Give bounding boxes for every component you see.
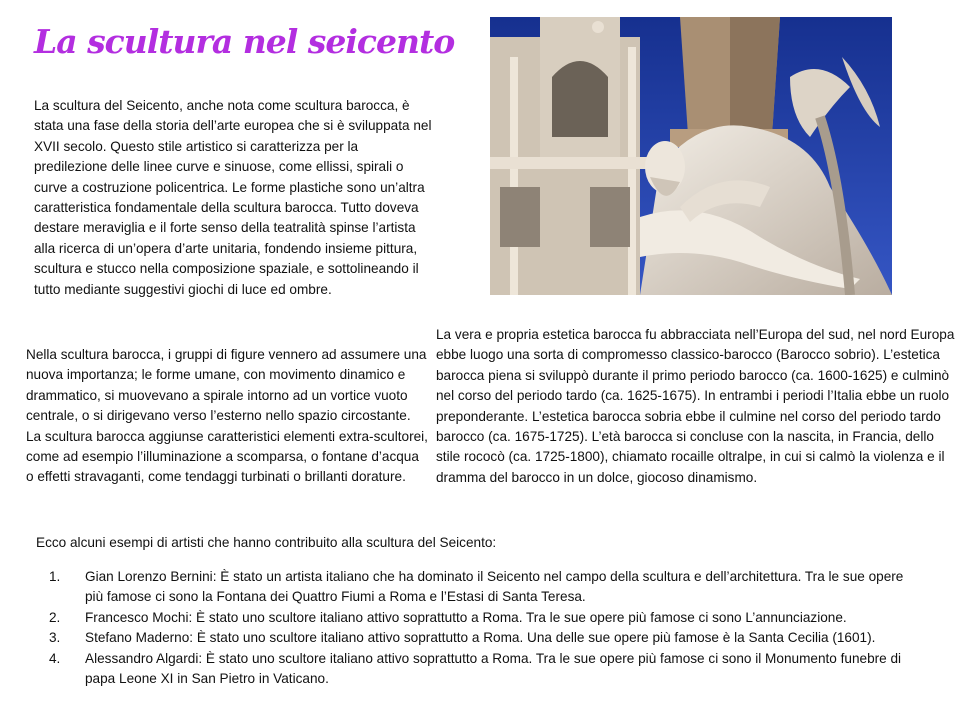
figures-paragraph: Nella scultura barocca, i gruppi di figure vennero ad assumere una nuova importanza; le forme umane, con movimento dinamico e drammatico, si muovevano a spirale intorno ad un vortice vuoto centrale, o si dirigevano verso l’esterno nello spazio circostante. La scultura barocca aggiunse caratteristici elementi extra-scultorei, come ad esempio l’illuminazione a scomparsa, o fontane d’acqua o effetti stravaganti, come tendaggi turbinati o brillanti dorature.: [26, 347, 428, 485]
aesthetics-paragraph: La vera e propria estetica barocca fu abbracciata nell’Europa del sud, nel nord Europa ebbe luogo una sorta di compromesso classico-barocco (Barocco sobrio). L’estetica barocca piena si sviluppò durante il primo periodo barocco (ca. 1600-1625) e culminò nel corso del periodo tardo (ca. 1625-1675). In entrambi i periodi l’Italia ebbe un ruolo preponderante. L’estetica barocca sobria ebbe il culmine nel corso del periodo tardo barocco (ca. 1675-1725). L’età barocca si concluse con la nascita, in Francia, dello stile rococò (ca. 1725-1800), chiamato rocaille oltralpe, in cui si calmò la violenza e il dramma del barocco in un dolce, giocoso dinamismo.: [436, 327, 955, 485]
artists-intro: Ecco alcuni esempi di artisti che hanno contribuito alla scultura del Seicento:: [36, 535, 497, 550]
list-item: [36, 649, 916, 690]
list-item-text: Gian Lorenzo Bernini: È stato un artista italiano che ha dominato il Seicento nel campo della scultura e dell’architettura. Tra le sue opere più famose ci sono la Fontana dei Quattro Fiumi a Roma e l’Estasi di Santa Teresa.: [85, 569, 904, 605]
list-item-text: Francesco Mochi: È stato uno scultore italiano attivo soprattutto a Roma. Tra le sue opere più famose ci sono L’annunciazione.: [85, 609, 847, 625]
list-item-text: Alessandro Algardi: È stato uno scultore italiano attivo soprattutto a Roma. Tra le sue opere più famose ci sono il Monumento funebre di papa Leone XI in San Pietro in Vaticano.: [85, 650, 902, 687]
list-number: 4.: [49, 650, 61, 666]
list-item: [36, 628, 916, 648]
list-item-text: Stefano Maderno: È stato uno scultore italiano attivo soprattutto a Roma. Una delle sue opere più famose è la Santa Cecilia (1601).: [85, 630, 876, 646]
list-number: 1.: [49, 569, 61, 584]
list-number: 3.: [49, 630, 61, 646]
intro-paragraph: La scultura del Seicento, anche nota come scultura barocca, è stata una fase della storia dell’arte europea che si è sviluppata nel XVII secolo. Questo stile artistico si caratterizza per la predilezione delle linee curve e sinuose, come ellissi, spirali o curve a costruzione policentrica. Le forme plastiche sono un’altra caratteristica fondamentale della scultura barocca. Tutto doveva destare meraviglia e il forte senso della teatralità spinse l’artista alla ricerca di un’opera d’arte unitaria, fondendo insieme pittura, scultura e stucco nella composizione spaziale, e sottolineando il tutto mediante suggestivi giochi di luce ed ombre.: [34, 98, 432, 297]
list-item: [36, 608, 916, 628]
church-facade: [490, 17, 650, 295]
list-item: [36, 567, 916, 608]
list-number: 2.: [49, 609, 61, 625]
artists-list: [36, 567, 916, 689]
fountain-photo: [490, 17, 892, 295]
page-title: La scultura nel seicento: [34, 22, 455, 61]
